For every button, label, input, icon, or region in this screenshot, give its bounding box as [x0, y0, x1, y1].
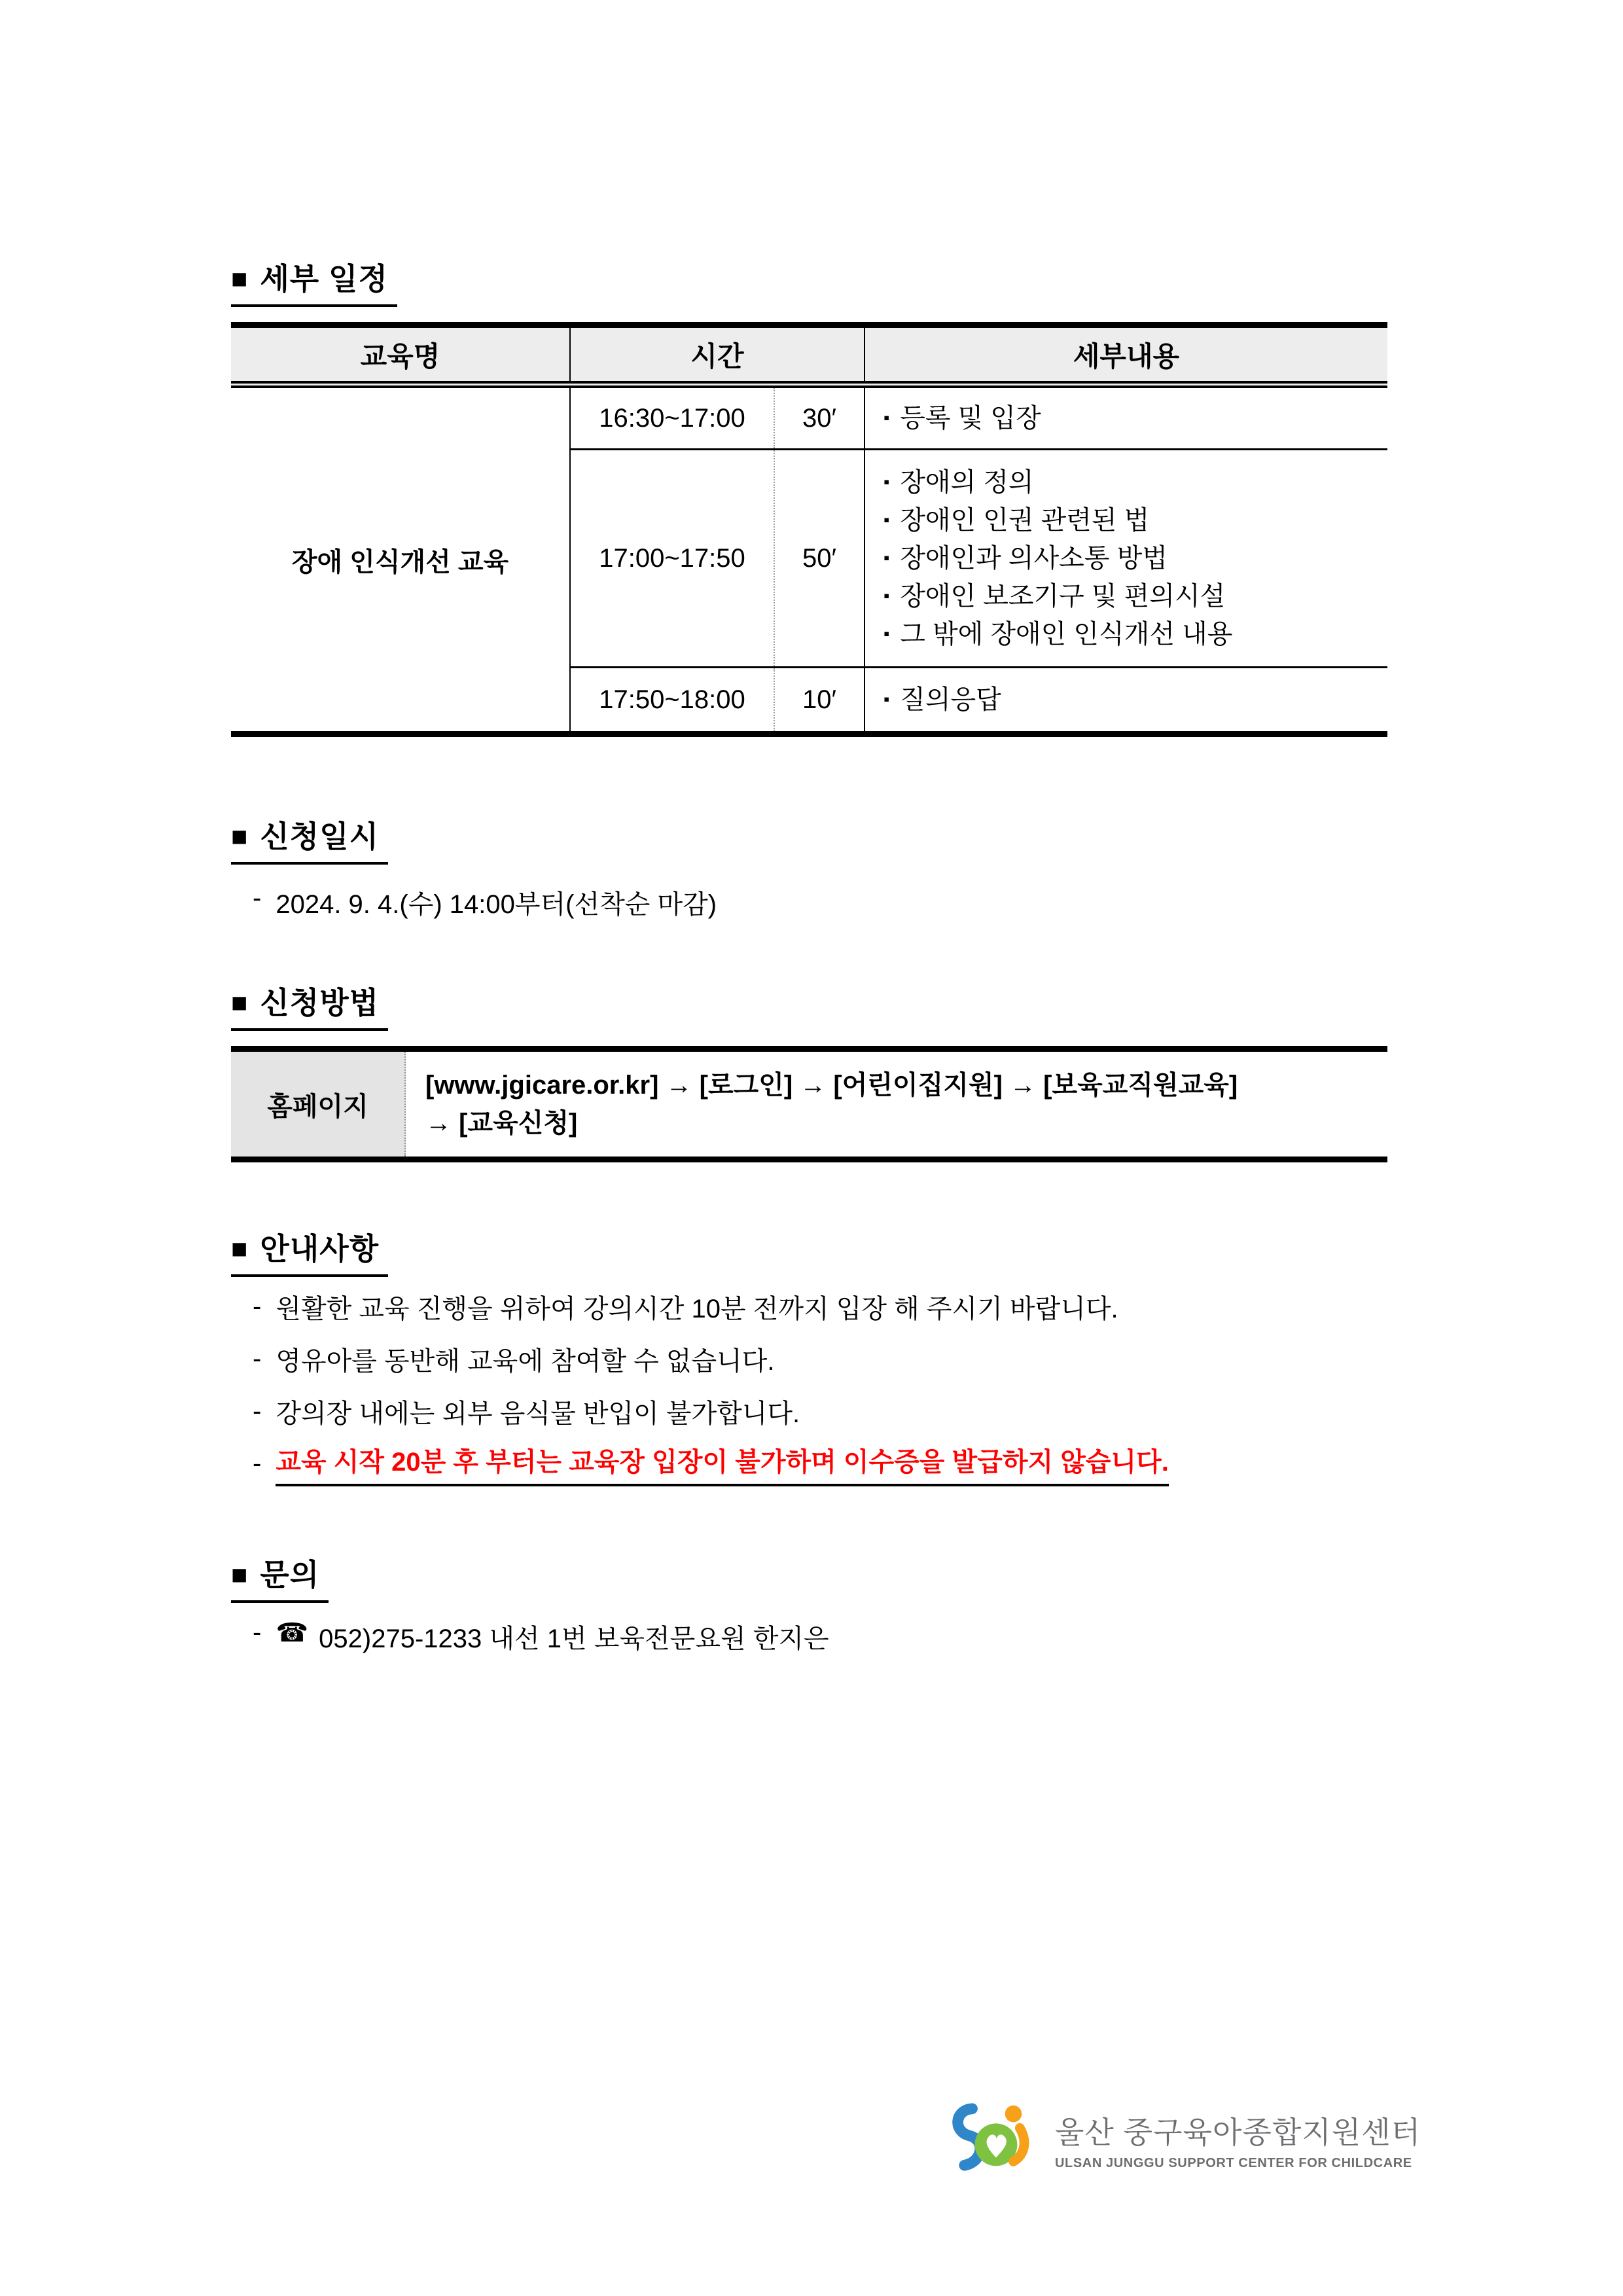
table-row — [571, 388, 1387, 448]
apply-date-text: 2024. 9. 4.(수) 14:00부터(선착순 마감) — [276, 890, 717, 919]
list-item-warning — [231, 1437, 1387, 1490]
footer-logo — [948, 2101, 1421, 2178]
section-notes — [231, 1232, 1387, 1277]
apply-method-table — [231, 1046, 1387, 1162]
header-course-name: 교육명 — [231, 328, 571, 381]
detail-line — [883, 501, 1387, 539]
heading-square-icon: ■ — [231, 263, 249, 294]
square-bullet-icon: ▪ — [883, 624, 890, 643]
homepage-path-cell — [406, 1052, 1387, 1157]
section-heading-contact-text: 문의 — [260, 1558, 320, 1592]
notes-list — [231, 1280, 1387, 1490]
note-text: 강의장 내에는 외부 음식물 반입이 불가합니다. — [276, 1399, 800, 1428]
square-bullet-icon: ▪ — [883, 510, 890, 529]
header-details: 세부내용 — [1073, 340, 1180, 372]
schedule-rows — [571, 388, 1387, 731]
list-item — [231, 1385, 1387, 1437]
section-heading-schedule-text: 세부 일정 — [260, 262, 388, 296]
detail-text: 그 밖에 장애인 인식개선 내용 — [900, 620, 1233, 649]
apply-date-line — [231, 884, 1387, 921]
section-heading-apply-method-text: 신청방법 — [260, 986, 380, 1020]
detail-line — [883, 463, 1387, 501]
phone-icon: ☎ — [276, 1619, 309, 1647]
detail-text: 장애인 인권 관련된 법 — [900, 506, 1150, 535]
detail-text: 장애인 보조기구 및 편의시설 — [900, 582, 1226, 611]
schedule-table — [231, 322, 1387, 737]
heading-square-icon: ■ — [231, 821, 249, 852]
time-cell: 16:30~17:00 — [599, 403, 745, 433]
heading-square-icon: ■ — [231, 1559, 249, 1590]
footer-logo-text — [1055, 2109, 1421, 2171]
homepage-path-line2: → [교육신청] — [425, 1109, 578, 1138]
time-cell: 17:50~18:00 — [599, 685, 745, 714]
details-cell — [865, 450, 1387, 666]
heading-square-icon: ■ — [231, 1233, 249, 1264]
homepage-label-cell: 홈페이지 — [231, 1052, 406, 1157]
homepage-path-line1: [www.jgicare.or.kr] → [로그인] → [어린이집지원] → [보육교직원교육] — [425, 1071, 1238, 1100]
schedule-table-header — [231, 328, 1387, 388]
details-cell — [865, 668, 1387, 731]
detail-line — [883, 681, 1387, 719]
list-item — [231, 1280, 1387, 1333]
table-row — [571, 450, 1387, 666]
dash-marker: - — [253, 1344, 262, 1373]
detail-text: 장애의 정의 — [900, 468, 1034, 497]
square-bullet-icon: ▪ — [883, 408, 890, 427]
square-bullet-icon: ▪ — [883, 472, 890, 492]
course-name-cell: 장애 인식개선 교육 — [231, 388, 571, 731]
duration-cell: 10′ — [774, 668, 865, 731]
time-cell: 17:00~17:50 — [599, 543, 745, 573]
square-bullet-icon: ▪ — [883, 548, 890, 567]
detail-line — [883, 539, 1387, 577]
section-heading-schedule — [231, 262, 397, 307]
note-text: 영유아를 동반해 교육에 참여할 수 없습니다. — [276, 1346, 775, 1376]
heading-square-icon: ■ — [231, 987, 249, 1018]
square-bullet-icon: ▪ — [883, 586, 890, 605]
detail-line — [883, 399, 1387, 437]
duration-cell: 30′ — [774, 388, 865, 448]
dash-marker: - — [253, 1448, 262, 1478]
section-heading-contact — [231, 1558, 329, 1603]
contact-line — [231, 1618, 1387, 1655]
details-cell — [865, 388, 1387, 448]
center-logo-mark-icon — [948, 2101, 1038, 2178]
dash-marker: - — [253, 884, 262, 912]
detail-line — [883, 615, 1387, 653]
list-item — [231, 1333, 1387, 1385]
duration-cell: 50′ — [774, 450, 865, 666]
header-time: 시간 — [571, 328, 865, 381]
center-name-english: ULSAN JUNGGU SUPPORT CENTER FOR CHILDCARE — [1055, 2155, 1412, 2170]
section-heading-apply-date — [231, 819, 388, 865]
detail-line — [883, 577, 1387, 615]
detail-text: 장애인과 의사소통 방법 — [900, 544, 1168, 573]
dash-marker: - — [253, 1396, 262, 1426]
note-text: 원활한 교육 진행을 위하여 강의시간 10분 전까지 입장 해 주시기 바랍니다. — [276, 1294, 1118, 1323]
section-apply-method — [231, 986, 1387, 1031]
center-name-korean: 울산 중구육아종합지원센터 — [1055, 2115, 1421, 2149]
section-apply-date — [231, 819, 1387, 865]
section-contact — [231, 1558, 1387, 1603]
dash-marker: - — [253, 1618, 262, 1647]
logo-orange-head — [1005, 2106, 1022, 2123]
section-heading-apply-method — [231, 986, 388, 1031]
section-heading-notes-text: 안내사항 — [260, 1232, 380, 1266]
detail-text: 질의응답 — [900, 685, 1001, 714]
section-heading-notes — [231, 1232, 388, 1277]
warning-text: 교육 시작 20분 후 부터는 교육장 입장이 불가하며 이수증을 발급하지 않습니다. — [276, 1441, 1169, 1486]
dash-marker: - — [253, 1291, 262, 1321]
section-schedule — [231, 262, 1387, 307]
schedule-table-body — [231, 388, 1387, 731]
section-heading-apply-date-text: 신청일시 — [260, 819, 380, 853]
square-bullet-icon: ▪ — [883, 689, 890, 709]
detail-text: 등록 및 입장 — [900, 404, 1041, 433]
contact-text: 052)275-1233 내선 1번 보육전문요원 한지은 — [319, 1624, 829, 1653]
table-row — [571, 668, 1387, 731]
